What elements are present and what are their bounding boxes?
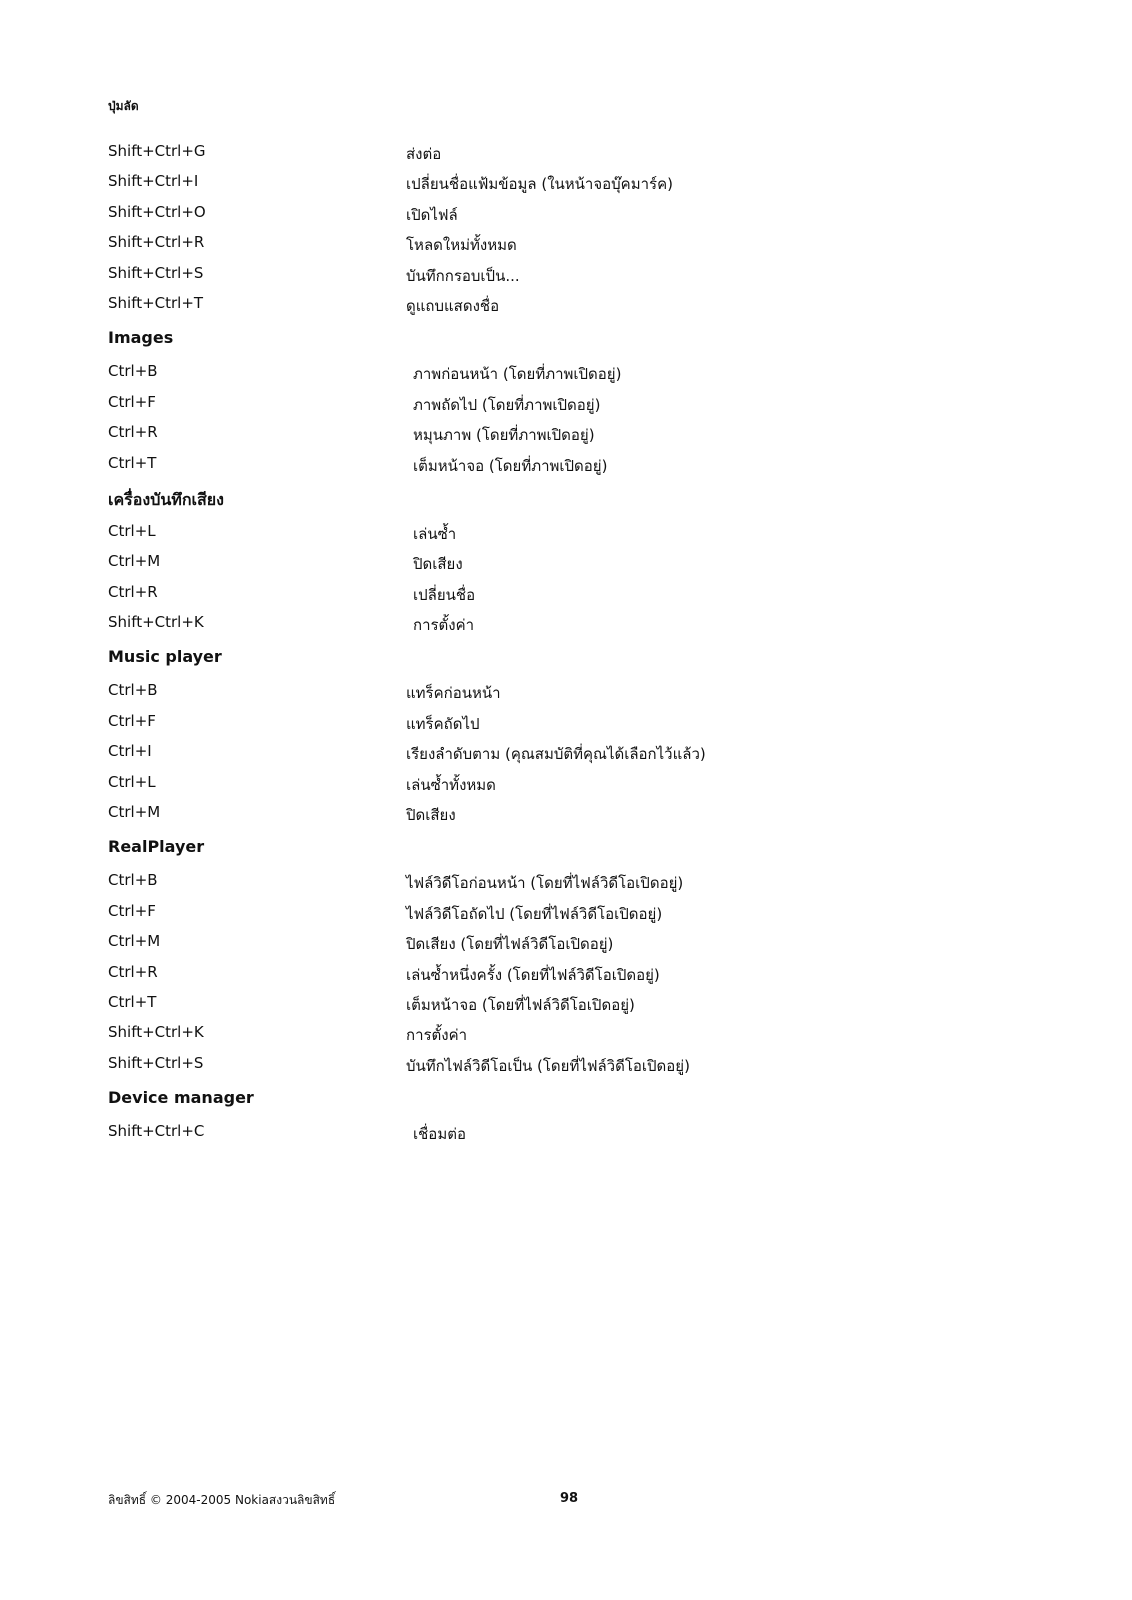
shortcut-action: เปลี่ยนชื่อ <box>413 585 476 604</box>
shortcut-row <box>108 288 1008 318</box>
shortcut-row <box>108 896 1008 926</box>
section-heading-text: Device manager <box>108 1088 254 1108</box>
shortcut-key: Ctrl+R <box>108 582 158 601</box>
shortcut-action: บันทึกกรอบเป็น... <box>406 266 520 285</box>
shortcut-action: เปลี่ยนชื่อแฟ้มข้อมูล (ในหน้าจอบุ๊คมาร์ค) <box>406 175 673 194</box>
shortcut-row <box>108 1048 1008 1078</box>
shortcut-key: Ctrl+F <box>108 711 156 730</box>
shortcut-action: ไฟล์วิดีโอถัดไป (โดยที่ไฟล์วิดีโอเปิดอยู่) <box>406 904 663 923</box>
shortcut-action: ดูแถบแสดงชื่อ <box>406 296 500 315</box>
shortcut-section <box>108 318 1008 478</box>
section-heading <box>108 1078 1008 1116</box>
shortcut-key: Ctrl+M <box>108 803 161 822</box>
section-heading <box>108 318 1008 356</box>
shortcut-row <box>108 136 1008 166</box>
shortcut-row <box>108 865 1008 895</box>
shortcut-action: โหลดใหม่ทั้งหมด <box>406 236 517 255</box>
shortcut-key: Ctrl+B <box>108 871 158 890</box>
shortcut-key: Ctrl+R <box>108 962 158 981</box>
section-heading <box>108 478 1008 516</box>
shortcut-row <box>108 166 1008 196</box>
shortcut-row <box>108 1116 1008 1146</box>
shortcut-key: Shift+Ctrl+S <box>108 263 204 282</box>
shortcut-key: Ctrl+R <box>108 423 158 442</box>
footer-copyright: ลิขสิทธิ์ © 2004-2005 Nokiaสงวนลิขสิทธิ์ <box>108 1493 336 1507</box>
shortcut-action: ภาพถัดไป (โดยที่ภาพเปิดอยู่) <box>413 395 601 414</box>
shortcut-action: บันทึกไฟล์วิดีโอเป็น (โดยที่ไฟล์วิดีโอเปิดอยู่) <box>406 1056 690 1075</box>
shortcut-section <box>108 136 1008 318</box>
shortcut-action: หมุนภาพ (โดยที่ภาพเปิดอยู่) <box>413 426 595 445</box>
shortcut-row <box>108 356 1008 386</box>
shortcut-row <box>108 797 1008 827</box>
shortcut-key: Shift+Ctrl+K <box>108 1023 204 1042</box>
shortcut-action: เต็มหน้าจอ (โดยที่ภาพเปิดอยู่) <box>413 456 608 475</box>
shortcut-key: Ctrl+I <box>108 742 152 761</box>
shortcut-row <box>108 577 1008 607</box>
shortcut-row <box>108 926 1008 956</box>
shortcut-row <box>108 736 1008 766</box>
shortcut-action: เล่นซ้ำ <box>413 524 457 543</box>
shortcut-key: Shift+Ctrl+C <box>108 1122 205 1141</box>
shortcut-row <box>108 546 1008 576</box>
shortcut-key: Shift+Ctrl+T <box>108 293 204 312</box>
shortcut-row <box>108 706 1008 736</box>
shortcut-key: Ctrl+M <box>108 932 161 951</box>
shortcut-section <box>108 637 1008 827</box>
shortcut-action: ปิดเสียง (โดยที่ไฟล์วิดีโอเปิดอยู่) <box>406 935 614 954</box>
shortcut-key: Ctrl+T <box>108 992 157 1011</box>
shortcut-row <box>108 675 1008 705</box>
shortcut-row <box>108 227 1008 257</box>
shortcut-action: การตั้งค่า <box>413 616 475 635</box>
shortcut-key: Ctrl+F <box>108 901 156 920</box>
shortcut-key: Shift+Ctrl+R <box>108 233 205 252</box>
shortcut-list <box>108 136 1008 1147</box>
section-heading <box>108 637 1008 675</box>
shortcut-row <box>108 448 1008 478</box>
section-heading-text: RealPlayer <box>108 837 205 857</box>
shortcut-key: Ctrl+M <box>108 552 161 571</box>
section-heading-text: Music player <box>108 647 222 667</box>
shortcut-action: ส่งต่อ <box>406 145 442 163</box>
shortcut-action: แทร็คก่อนหน้า <box>406 684 501 703</box>
shortcut-action: เล่นซ้ำทั้งหมด <box>406 775 496 794</box>
shortcut-action: ไฟล์วิดีโอก่อนหน้า (โดยที่ไฟล์วิดีโอเปิดอยู่) <box>406 874 684 893</box>
shortcut-row <box>108 516 1008 546</box>
shortcut-key: Ctrl+T <box>108 453 157 472</box>
page-number: 98 <box>560 1491 579 1506</box>
shortcut-row <box>108 987 1008 1017</box>
shortcut-row <box>108 417 1008 447</box>
shortcut-key: Ctrl+F <box>108 392 156 411</box>
section-heading-text: Images <box>108 328 174 348</box>
shortcut-action: ปิดเสียง <box>413 555 463 574</box>
shortcut-section <box>108 1078 1008 1146</box>
shortcut-section <box>108 827 1008 1078</box>
shortcut-row <box>108 197 1008 227</box>
shortcut-action: เล่นซ้ำหนึ่งครั้ง (โดยที่ไฟล์วิดีโอเปิดอยู่) <box>406 965 660 984</box>
shortcut-action: เต็มหน้าจอ (โดยที่ไฟล์วิดีโอเปิดอยู่) <box>406 995 635 1014</box>
shortcut-key: Shift+Ctrl+G <box>108 142 206 160</box>
shortcut-action: ภาพก่อนหน้า (โดยที่ภาพเปิดอยู่) <box>413 365 622 384</box>
shortcut-row <box>108 387 1008 417</box>
shortcut-row <box>108 957 1008 987</box>
shortcut-action: การตั้งค่า <box>406 1026 468 1045</box>
shortcut-action: เรียงลำดับตาม (คุณสมบัติที่คุณได้เลือกไว้แล้ว) <box>406 745 706 764</box>
shortcut-action: เชื่อมต่อ <box>413 1125 466 1144</box>
page-header: ปุ่มลัด <box>108 99 139 113</box>
shortcut-key: Ctrl+B <box>108 362 158 381</box>
shortcut-key: Ctrl+B <box>108 681 158 700</box>
section-heading-text: เครื่องบันทึกเสียง <box>108 489 224 509</box>
shortcut-key: Ctrl+L <box>108 521 156 540</box>
section-heading <box>108 827 1008 865</box>
shortcut-key: Shift+Ctrl+K <box>108 613 204 632</box>
shortcut-action: ปิดเสียง <box>406 806 456 825</box>
shortcut-action: เปิดไฟล์ <box>406 205 458 224</box>
shortcut-action: แทร็คถัดไป <box>406 714 480 733</box>
shortcut-row <box>108 258 1008 288</box>
shortcut-row <box>108 607 1008 637</box>
shortcut-row <box>108 767 1008 797</box>
shortcut-section <box>108 478 1008 638</box>
shortcut-key: Shift+Ctrl+I <box>108 172 199 191</box>
shortcut-key: Shift+Ctrl+O <box>108 202 206 221</box>
shortcut-key: Shift+Ctrl+S <box>108 1053 204 1072</box>
shortcut-row <box>108 1017 1008 1047</box>
shortcut-key: Ctrl+L <box>108 772 156 791</box>
